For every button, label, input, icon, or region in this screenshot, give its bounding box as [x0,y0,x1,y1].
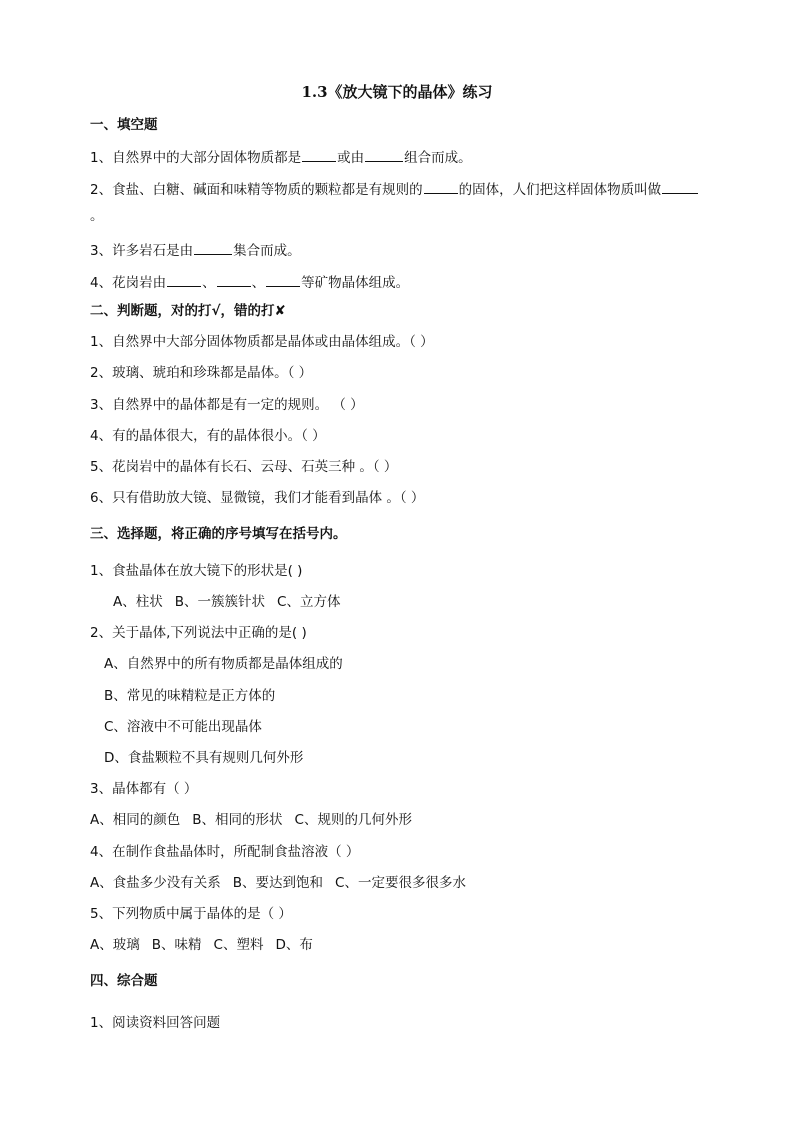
fill-question-2: 2、食盐、白糖、碱面和味精等物质的颗粒都是有规则的 的固体，人们把这样固体物质叫做 [90,179,699,199]
judge-item: 2、玻璃、琥珀和珍珠都是晶体。（ ） [90,365,313,381]
option: B、要达到饱和 [232,875,324,891]
judge-item: 5、花岗岩中的晶体有长石、云母、石英三种 。（ ） [90,459,398,475]
answer-blank[interactable] [302,147,336,162]
option: B、味精 [151,937,202,953]
choice-question-3: 3、晶体都有（ ） [90,781,198,797]
option: C、一定要很多很多水 [335,875,466,891]
section3-heading: 三、选择题，将正确的序号填写在括号内。 [90,526,347,542]
answer-blank[interactable] [365,147,403,162]
option: A、玻璃 [90,937,140,953]
choice-question-4: 4、在制作食盐晶体时，所配制食盐溶液（ ） [90,844,360,860]
option: B、相同的形状 [192,812,283,828]
option: C、溶液中不可能出现晶体 [104,719,262,735]
option: C、立方体 [277,594,341,610]
option: C、塑料 [213,937,264,953]
choice-options-4 [90,874,466,892]
option: D、食盐颗粒不具有规则几何外形 [104,750,304,766]
choice-options-1 [113,593,340,611]
answer-blank[interactable] [662,179,698,194]
answer-blank[interactable] [194,240,232,255]
section4-heading: 四、综合题 [90,973,158,989]
section1-heading: 一、填空题 [90,117,158,133]
option: A、食盐多少没有关系 [90,875,221,891]
comprehensive-question-1: 1、阅读资料回答问题 [90,1015,221,1031]
answer-blank[interactable] [167,272,201,287]
fill-question-4: 4、花岗岩由 、 、 等矿物晶体组成。 [90,272,409,292]
judge-item: 1、自然界中大部分固体物质都是晶体或由晶体组成。（ ） [90,334,434,350]
judge-item: 6、只有借助放大镜、显微镜，我们才能看到晶体 。（ ） [90,490,425,506]
option: A、自然界中的所有物质都是晶体组成的 [104,656,343,672]
option: A、柱状 [113,594,163,610]
choice-question-2: 2、关于晶体,下列说法中正确的是( ) [90,625,307,641]
option: A、相同的颜色 [90,812,181,828]
fill-question-1: 1、自然界中的大部分固体物质都是 或由 组合而成。 [90,147,472,167]
choice-question-5: 5、下列物质中属于晶体的是（ ） [90,906,292,922]
choice-options-3 [90,811,412,829]
choice-options-5 [90,936,313,954]
option: B、常见的味精粒是正方体的 [104,688,276,704]
judge-item: 4、有的晶体很大，有的晶体很小。（ ） [90,428,326,444]
choice-question-1: 1、食盐晶体在放大镜下的形状是( ) [90,563,303,579]
fill-question-3: 3、许多岩石是由 集合而成。 [90,240,301,260]
option: D、布 [275,937,313,953]
answer-blank[interactable] [266,272,300,287]
option: C、规则的几何外形 [294,812,412,828]
fill-question-2-end: 。 [90,208,104,224]
section2-heading: 二、判断题，对的打√，错的打✘ [90,303,286,319]
page-title: 1.3《放大镜下的晶体》练习 [301,83,493,101]
judge-item: 3、自然界中的晶体都是有一定的规则。 （ ） [90,397,364,413]
answer-blank[interactable] [217,272,251,287]
option: B、一簇簇针状 [174,594,266,610]
answer-blank[interactable] [424,179,458,194]
